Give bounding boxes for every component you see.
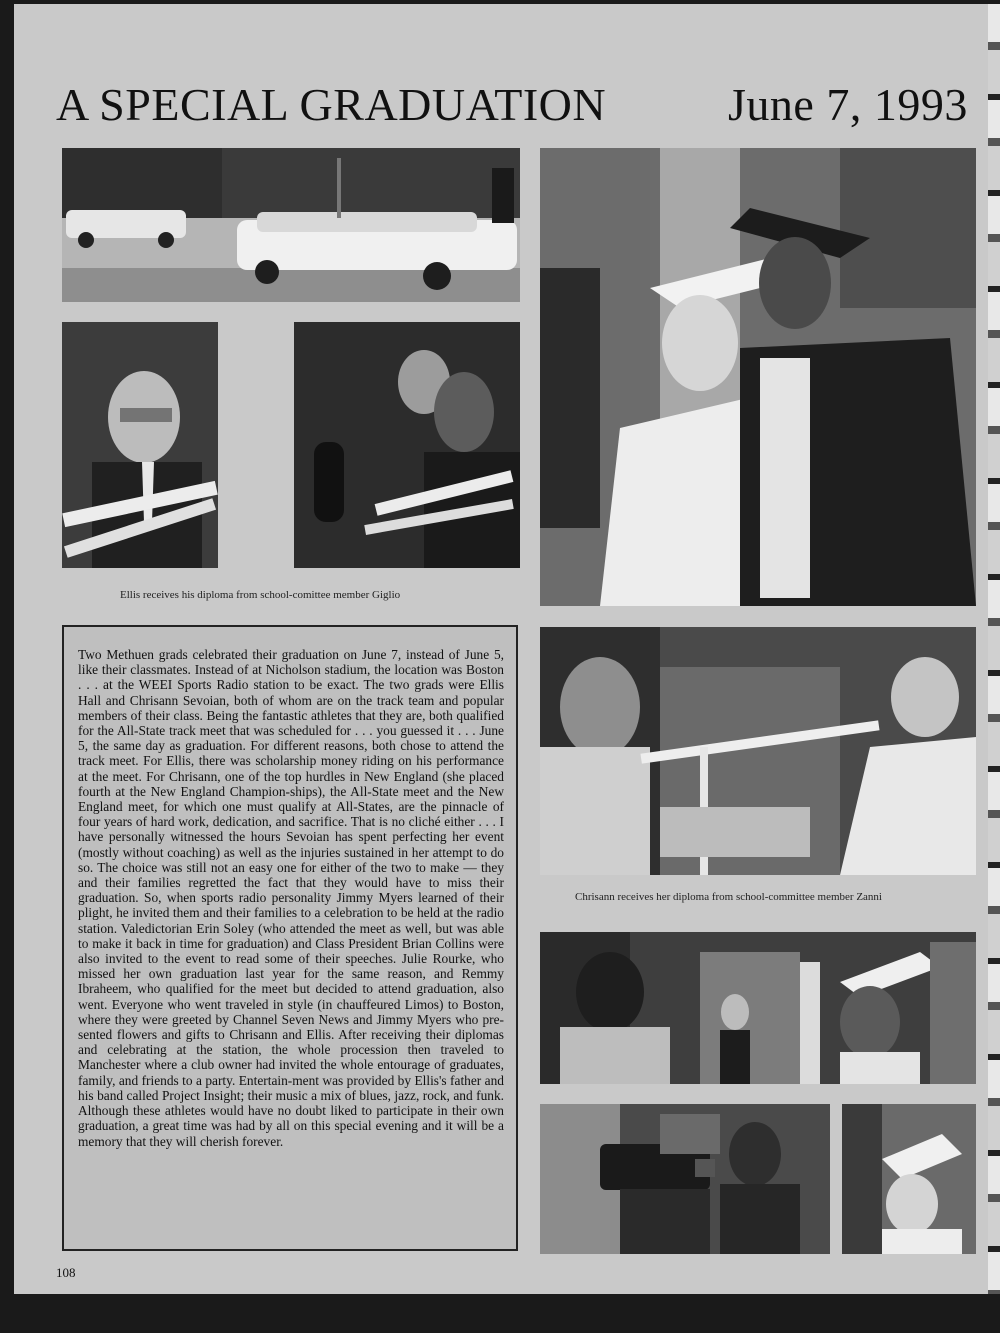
limousine-illustration [62,148,520,302]
page-title: A SPECIAL GRADUATION [56,79,607,130]
chrisann-cap-illustration [842,1104,976,1254]
graduates-illustration [540,148,976,606]
station-group-photo [540,932,976,1084]
chrisann-caption: Chrisann receives her diploma from school-committee member Zanni [575,891,882,903]
ellis-diploma-photo-right [294,322,520,568]
ellis-illustration-right [294,322,520,568]
ellis-diploma-photo-left [62,322,218,568]
adjacent-page-edge [988,4,1000,1294]
station-group-illustration [540,932,976,1084]
story-text: Two Methuen grads celebrated their graduation on June 7, instead of June 5, like their classmates. Instead of at Nicholson stadium, the location was Boston . . . at the WEEI Sports Radio station to be exact. The two grads were Ellis Hall and Chrisann Sevoian, both of whom are on the track team and popular members of their class. Being the fantastic athletes that they are, both qualified for the All-State track meet that was scheduled for . . . you guessed it . . . June 5, the same day as graduation. For different reasons, both chose to attend the track meet. For Ellis, there was scholarship money riding on his performance at the meet. For Chrisann, one of the top hurdles in New England (she placed fourth at the New England Champion-ships), the All-State meet and the New England meet, for which one must qualify at All-States, are the pinnacle of four years of hard work, dedication, and sacrifice. That is no cliché either . . . I have personally witnessed the hours Sevoian has spent perfecting her event (mostly without coaching) as well as the injuries sustained in her attempt to do so. The choice was still not an easy one for either of the two to make — they and their families regretted the fact that they would have to miss their graduation. So, when sports radio personality Jimmy Myers learned of their plight, he invited them and their families to a celebration to be held at the radio station. Valedictorian Erin Soley (who attended the meet as well, but was able to make it back in time for graduation) and Class President Brian Collins were also invited to the event to read some of their speeches. Julie Rourke, who missed her own graduation last year for the same reason, and Remmy Ibraheem, who qualified for the meet but decided to attend graduation, also went. Everyone who went traveled in style (in chauffeured Limos) to Boston, where they were greeted by Channel Seven News and Jimmy Myers who pre-sented flowers and gifts to Chrisann and Ellis. After receiving their diplomas and celebrating at the station, the whole procession then traveled to Manchester where a club owner had invited the whole entourage of graduates, family, and friends to a party. Entertain-ment was provided by Ellis's father and his band called Project Insight; their music a mix of blues, jazz, rock, and funk. Although these athletes would have no doubt liked to participate in their own graduation, a great time was had by all on this special evening and it will be a memory that they will cherish forever. [78,647,504,1149]
limousine-photo [62,148,520,302]
page-date: June 7, 1993 [728,79,968,130]
page-number: 108 [56,1265,76,1280]
ellis-illustration-left [62,322,218,568]
tv-camera-illustration [540,1104,830,1254]
chrisann-illustration [540,627,976,875]
chrisann-cap-photo [842,1104,976,1254]
graduates-portrait-photo [540,148,976,606]
chrisann-diploma-photo [540,627,976,875]
ellis-caption: Ellis receives his diploma from school-comittee member Giglio [120,589,401,601]
story-box [62,625,518,1251]
tv-camera-photo [540,1104,830,1254]
